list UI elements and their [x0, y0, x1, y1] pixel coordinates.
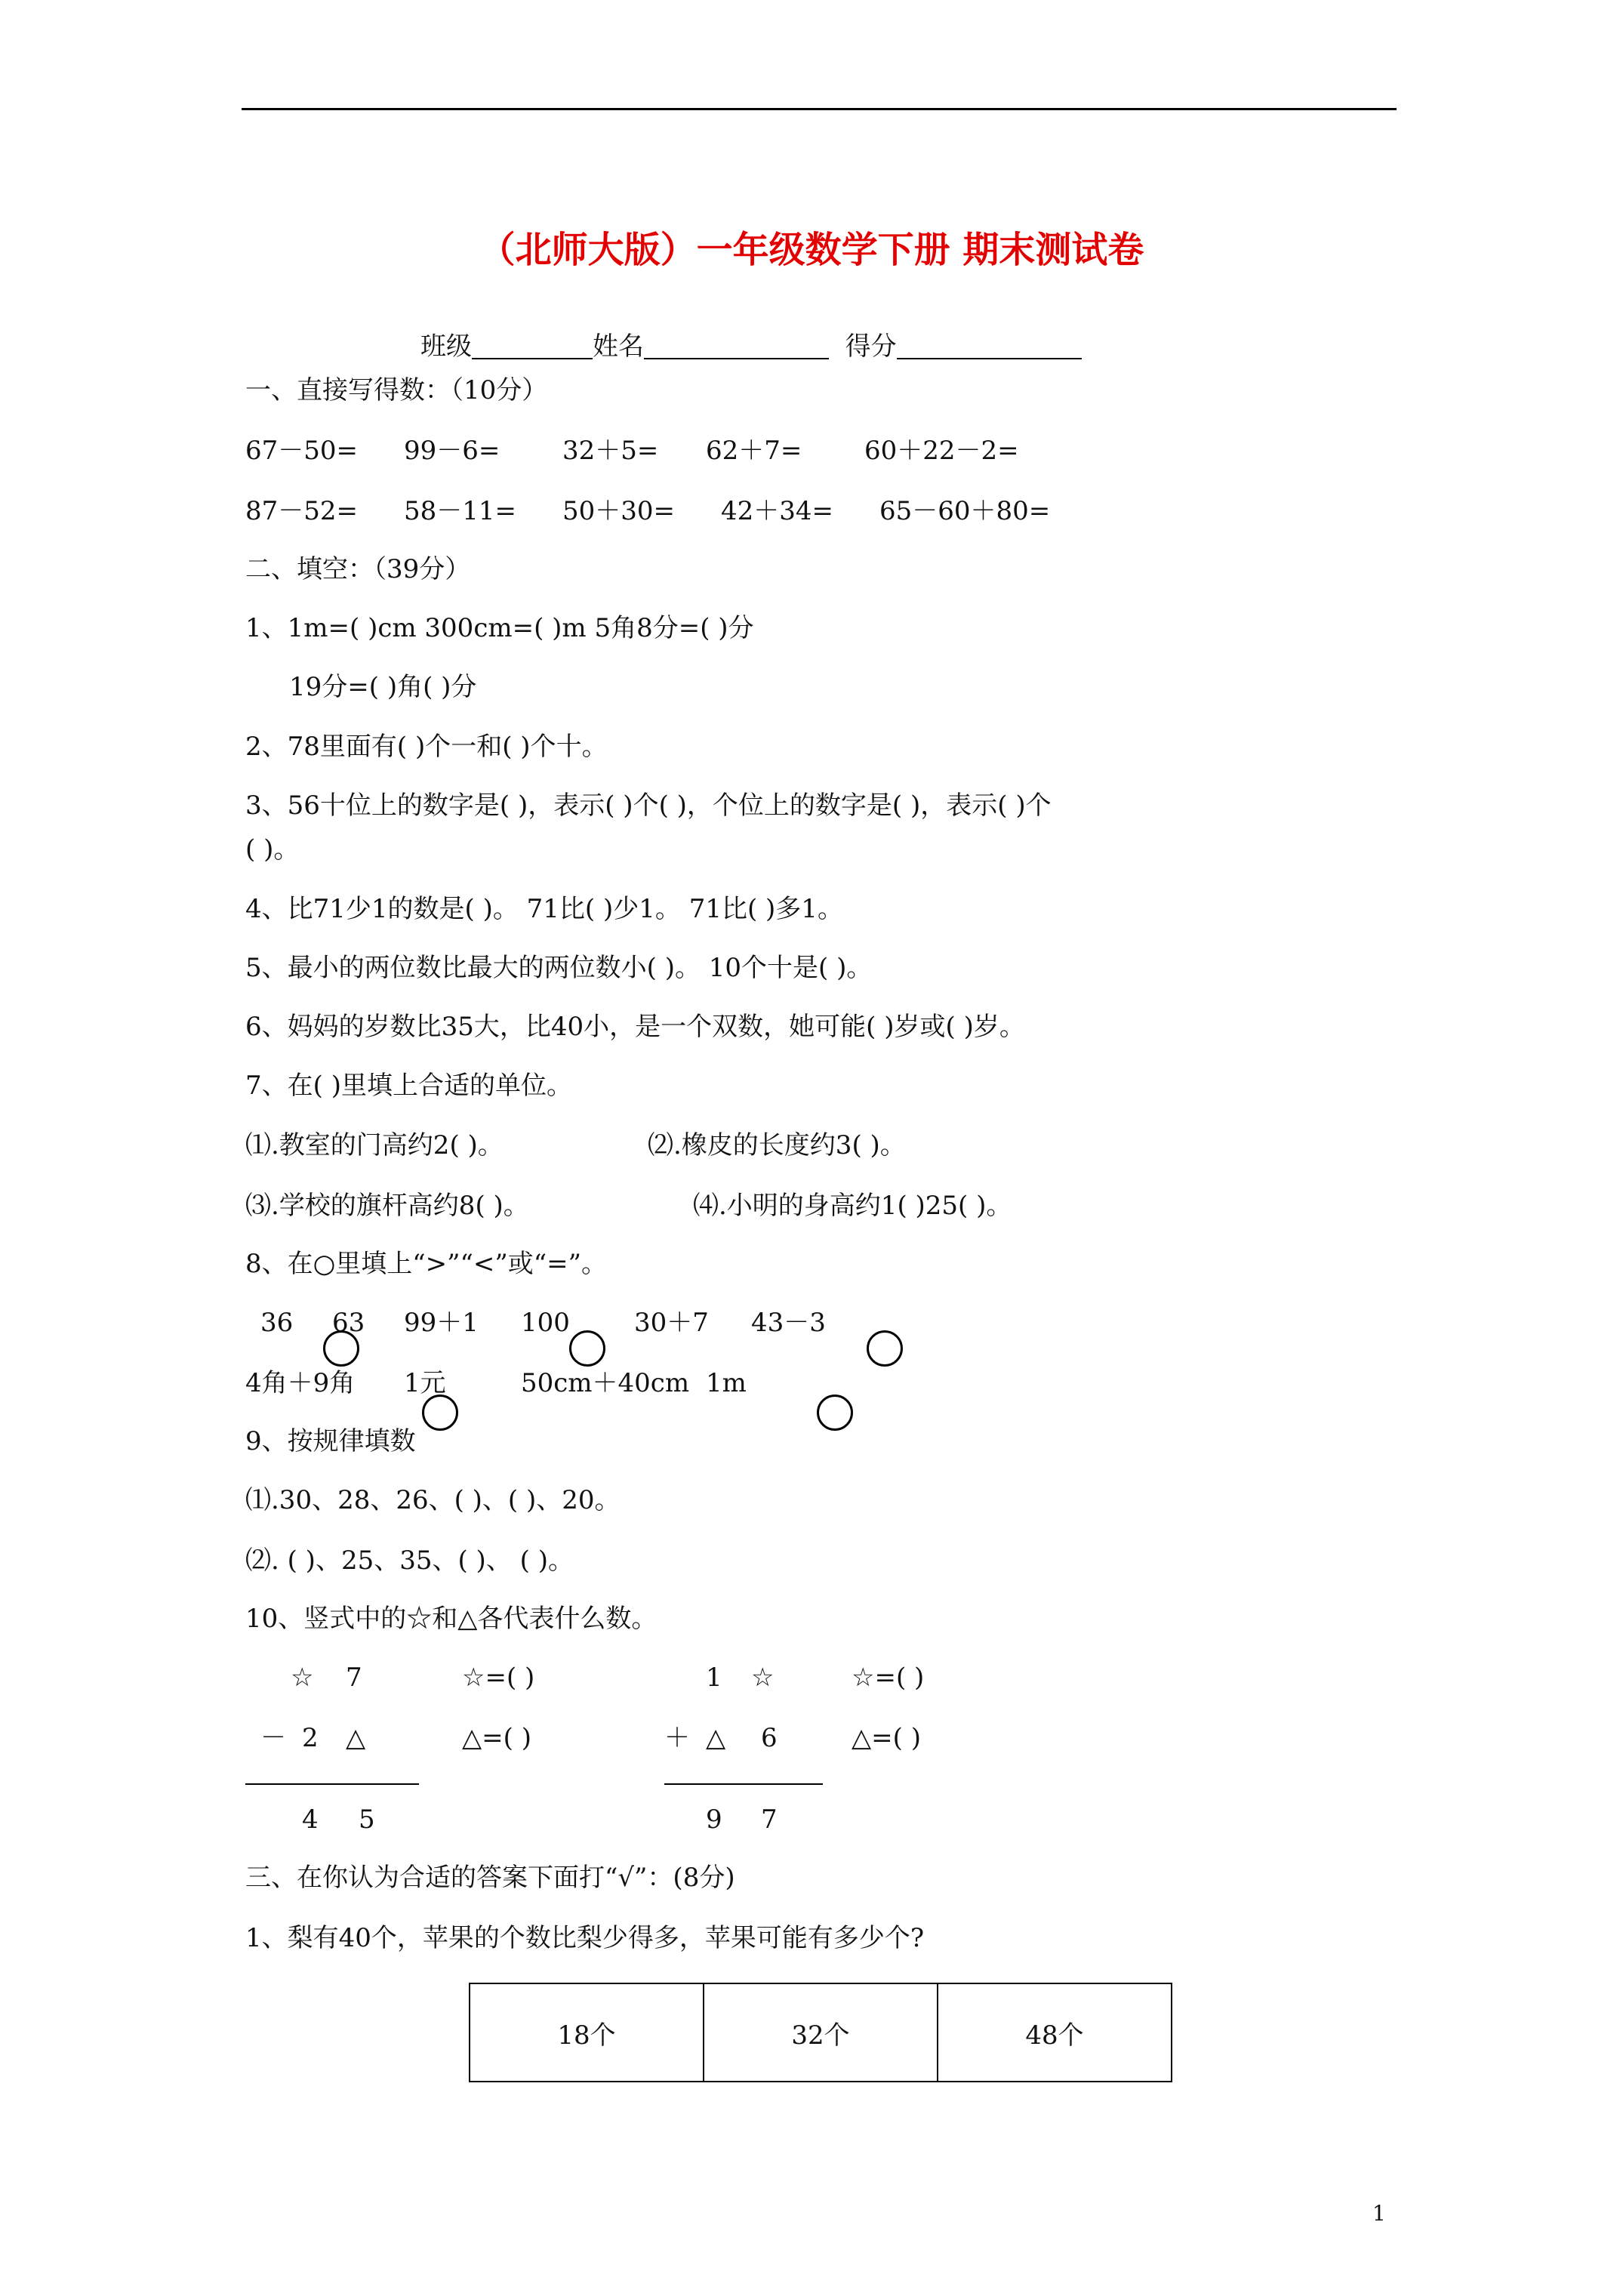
- header-info: [420, 331, 1082, 362]
- plus-sign: ＋: [664, 1723, 690, 1753]
- minus-sign: －: [260, 1723, 286, 1753]
- digit: 9: [706, 1804, 722, 1835]
- compare-item: 100: [521, 1308, 570, 1338]
- compare-item: 1m: [706, 1368, 747, 1398]
- question-5: 5、最小的两位数比最大的两位数小( )。 10个十是( )。: [245, 953, 873, 983]
- digit: 4: [302, 1804, 319, 1835]
- triangle-symbol: △: [706, 1723, 726, 1753]
- section3-heading: 三、在你认为合适的答案下面打“√”：(8分): [245, 1863, 735, 1893]
- triangle-answer: △=( ): [852, 1723, 921, 1753]
- question-7-4: ⑷.小明的身高约1( )25( )。: [693, 1191, 1012, 1221]
- star-answer: ☆=( ): [852, 1663, 925, 1693]
- calc-item: 62＋7=: [706, 436, 802, 466]
- calc-item: 67－50=: [245, 436, 359, 466]
- compare-item: 50cm＋40cm: [521, 1368, 690, 1398]
- compare-item: 36: [260, 1308, 294, 1338]
- question-9: 9、按规律填数: [245, 1426, 416, 1456]
- compare-item: 43－3: [751, 1308, 826, 1338]
- question-9-2: ⑵. ( )、25、35、( )、 ( )。: [245, 1546, 574, 1576]
- question-10: 10、竖式中的☆和△各代表什么数。: [245, 1604, 658, 1634]
- answer-choice-table: [469, 1983, 1172, 2082]
- question-1a: 1、1m=( )cm 300cm=( )m 5角8分=( )分: [245, 613, 754, 643]
- class-blank: [472, 332, 593, 359]
- compare-item: 63: [332, 1308, 365, 1338]
- calc-item: 87－52=: [245, 496, 359, 526]
- triangle-symbol: △: [346, 1723, 366, 1753]
- header-rule: [242, 108, 1397, 110]
- choice-option[interactable]: 18个: [470, 1983, 704, 2082]
- question-3-1: 1、梨有40个，苹果的个数比梨少得多，苹果可能有多少个?: [245, 1923, 925, 1953]
- digit: 6: [761, 1723, 778, 1753]
- question-7-1: ⑴.教室的门高约2( )。: [245, 1130, 504, 1160]
- digit: 1: [706, 1663, 722, 1693]
- section2-heading: 二、填空：（39分）: [245, 554, 471, 584]
- calc-item: 50＋30=: [562, 496, 676, 526]
- compare-item: 99＋1: [404, 1308, 479, 1338]
- star-symbol: ☆: [291, 1663, 314, 1693]
- compare-item: 30＋7: [634, 1308, 709, 1338]
- triangle-answer: △=( ): [462, 1723, 531, 1753]
- question-7-3: ⑶.学校的旗杆高约8( )。: [245, 1191, 529, 1221]
- question-7-2: ⑵.橡皮的长度约3( )。: [648, 1130, 906, 1160]
- calc-item: 60＋22－2=: [864, 436, 1019, 466]
- sum-line: [664, 1783, 823, 1785]
- question-9-1: ⑴.30、28、26、( )、( )、20。: [245, 1485, 621, 1515]
- digit: 7: [346, 1663, 362, 1693]
- question-1b: 19分=( )角( )分: [289, 672, 477, 702]
- question-2: 2、78里面有( )个一和( )个十。: [245, 732, 608, 762]
- question-8: 8、在○里填上“>”“<”或“=”。: [245, 1249, 608, 1279]
- question-4: 4、比71少1的数是( )。 71比( )少1。 71比( )多1。: [245, 894, 843, 924]
- compare-circle[interactable]: [323, 1330, 359, 1367]
- calc-item: 65－60＋80=: [879, 496, 1051, 526]
- choice-option[interactable]: 32个: [704, 1983, 938, 2082]
- compare-circle[interactable]: [817, 1395, 853, 1431]
- question-6: 6、妈妈的岁数比35大，比40小，是一个双数，她可能( )岁或( )岁。: [245, 1012, 1025, 1042]
- question-3b: ( )。: [245, 834, 300, 864]
- page-title: （北师大版）一年级数学下册 期末测试卷: [479, 229, 1144, 271]
- digit: 2: [302, 1723, 319, 1753]
- calc-item: 32＋5=: [562, 436, 659, 466]
- name-label: 姓名: [593, 331, 644, 362]
- calc-item: 58－11=: [404, 496, 517, 526]
- compare-circle[interactable]: [569, 1330, 605, 1367]
- question-3a: 3、56十位上的数字是( )，表示( )个( )，个位上的数字是( )，表示( )个: [245, 791, 1052, 821]
- calc-item: 99－6=: [404, 436, 500, 466]
- class-label: 班级: [420, 331, 472, 362]
- score-blank: [897, 332, 1082, 359]
- compare-circle[interactable]: [867, 1330, 903, 1367]
- compare-circle[interactable]: [422, 1395, 458, 1431]
- star-symbol: ☆: [751, 1663, 775, 1693]
- star-answer: ☆=( ): [462, 1663, 535, 1693]
- question-7: 7、在( )里填上合适的单位。: [245, 1071, 572, 1101]
- choice-option[interactable]: 48个: [938, 1983, 1172, 2082]
- compare-item: 1元: [404, 1368, 446, 1398]
- section1-heading: 一、直接写得数：（10分）: [245, 375, 548, 405]
- sum-line: [245, 1783, 419, 1785]
- score-label: 得分: [845, 331, 897, 362]
- digit: 5: [359, 1804, 375, 1835]
- calc-item: 42＋34=: [721, 496, 834, 526]
- digit: 7: [761, 1804, 778, 1835]
- compare-item: 4角＋9角: [245, 1368, 356, 1398]
- name-blank: [644, 332, 829, 359]
- page-number: 1: [1372, 2201, 1386, 2226]
